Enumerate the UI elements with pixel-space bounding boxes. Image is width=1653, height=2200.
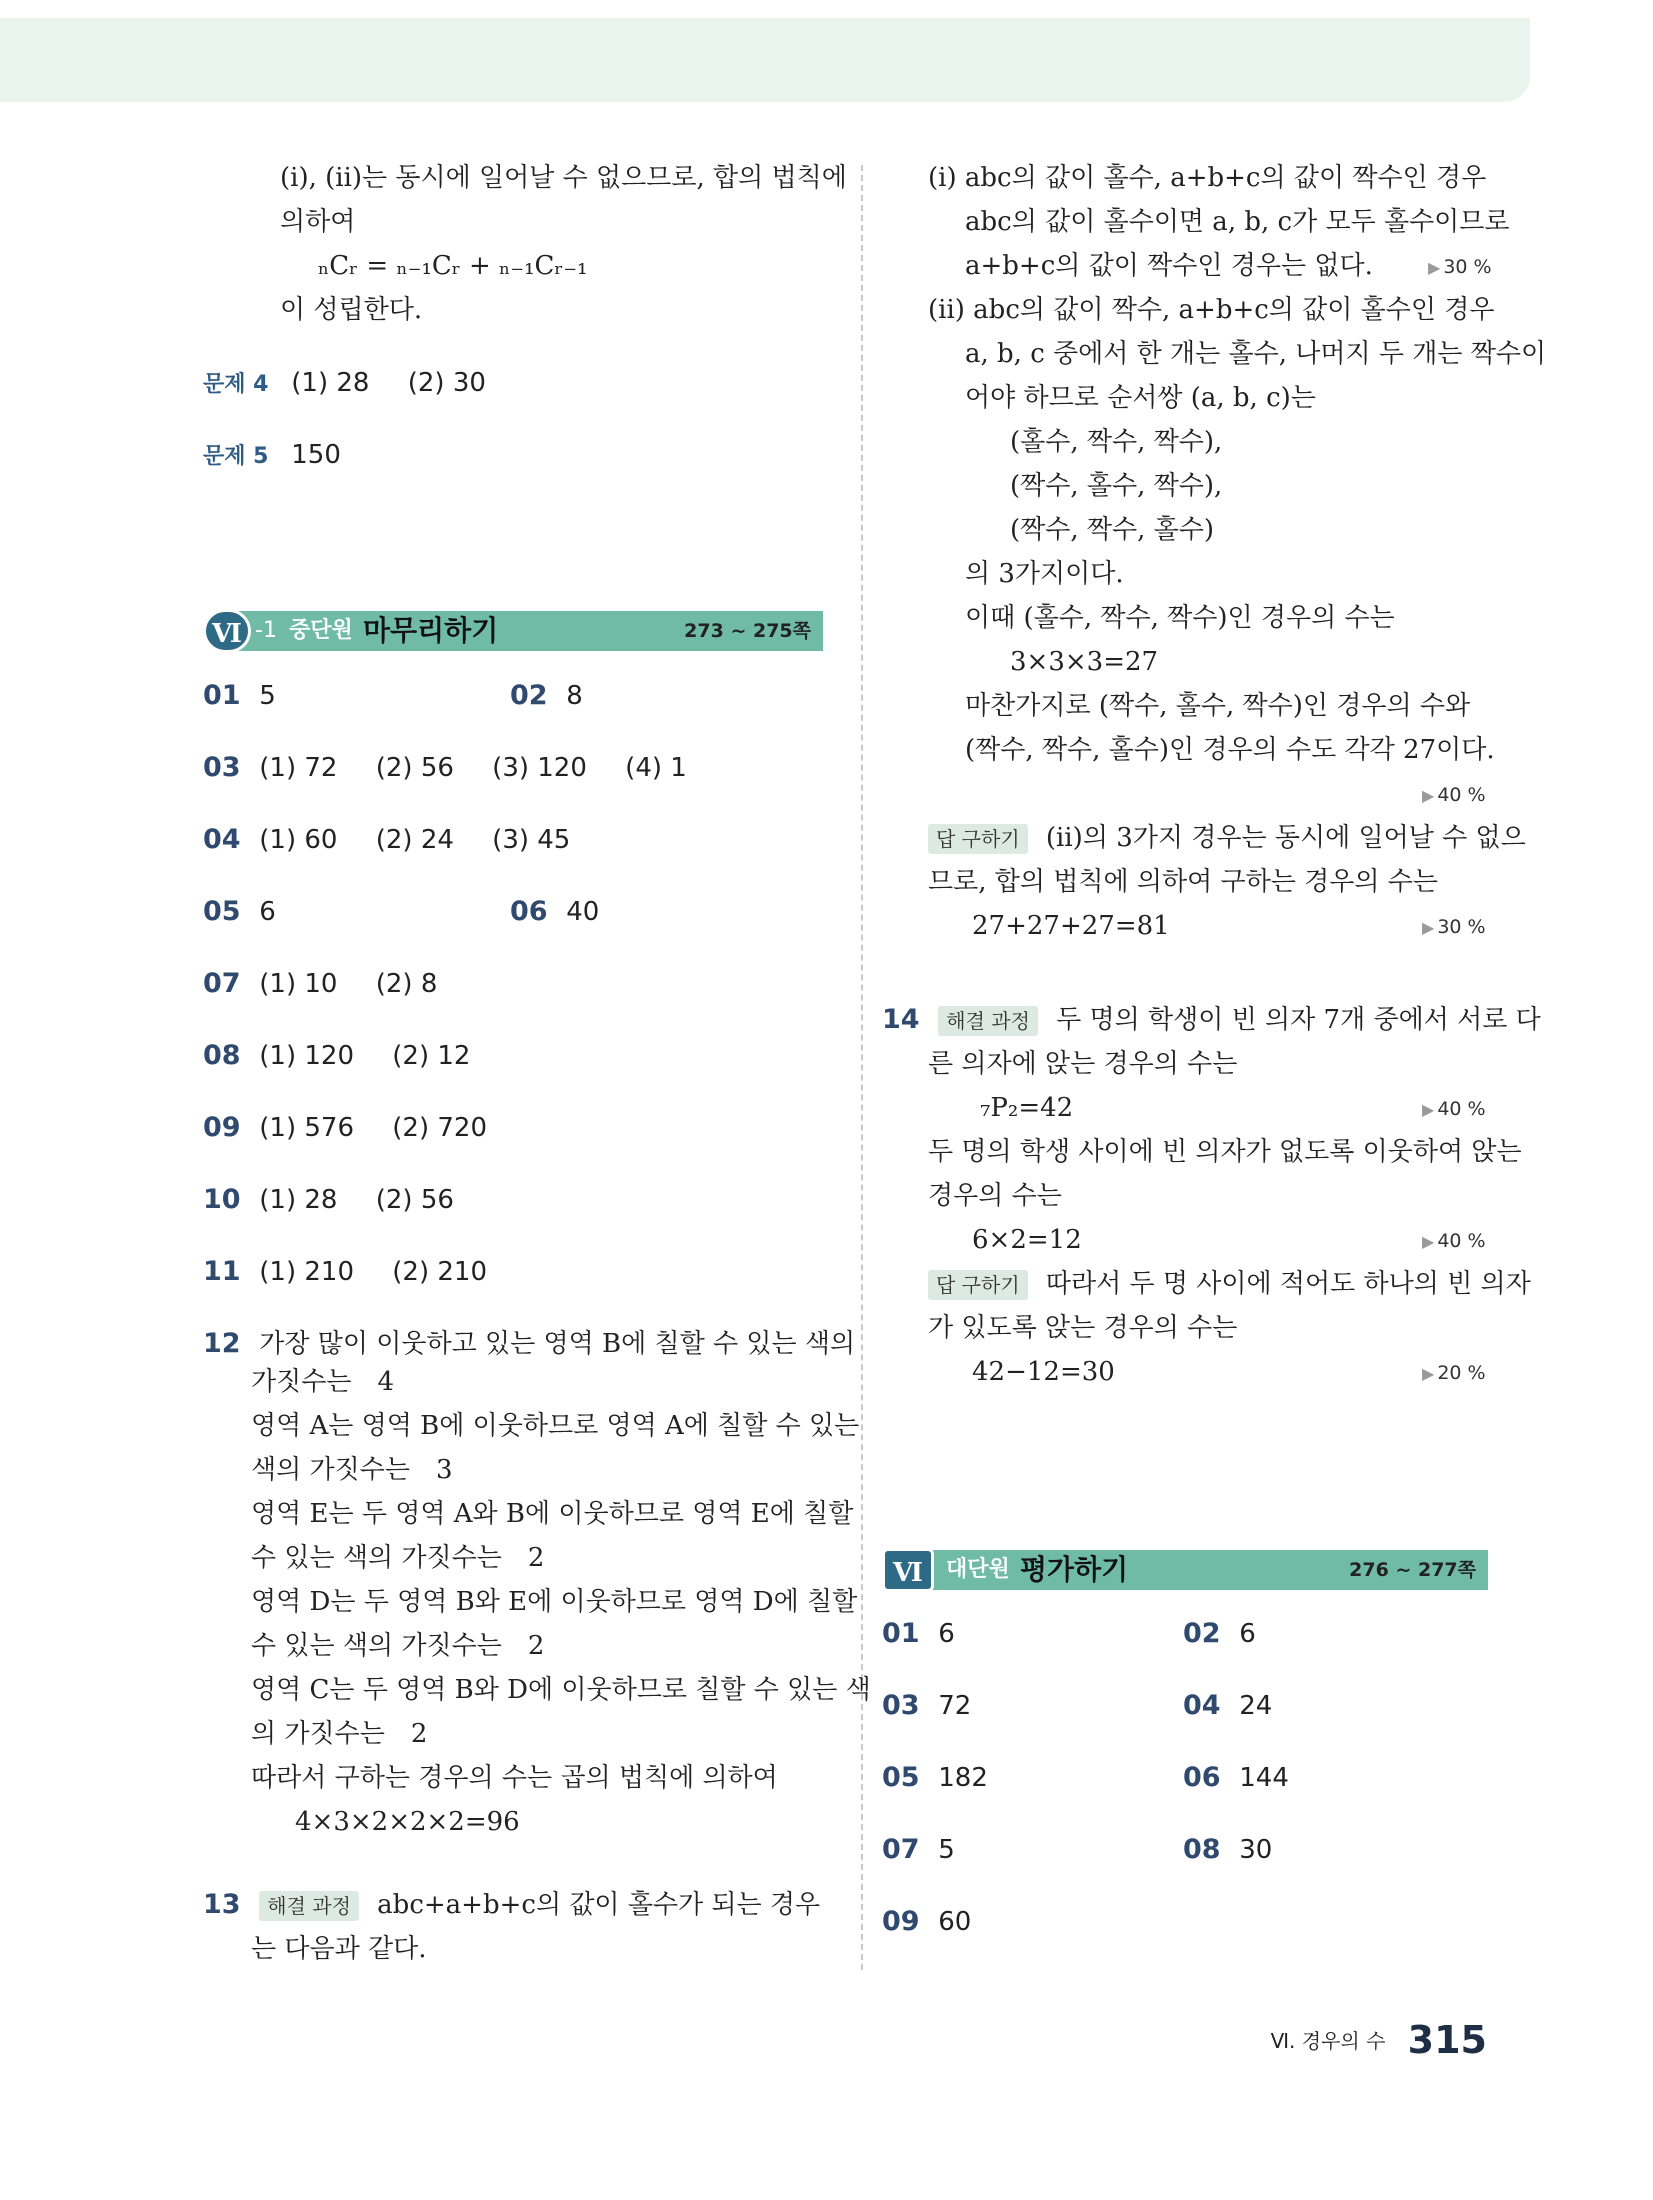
answer-row [203, 1254, 487, 1290]
page-number: 315 [1407, 2018, 1487, 2062]
question-number: 01 [882, 1618, 920, 1649]
question-number: 03 [882, 1690, 920, 1721]
answer: (2) 30 [407, 368, 486, 398]
score-percent: ▶ 40 % [1422, 784, 1486, 806]
question-number: 02 [1183, 1618, 1221, 1649]
answer: (1) 60 [259, 825, 338, 855]
page-range: 276 ~ 277쪽 [1349, 1559, 1476, 1581]
question-number: 14 [882, 1004, 920, 1035]
formula: 42−12=30 [972, 1357, 1115, 1387]
text-line: 영역 E는 두 영역 A와 B에 이웃하므로 영역 E에 칠할 [251, 1499, 854, 1529]
answer: 6 [938, 1619, 955, 1649]
answer: 30 [1239, 1835, 1273, 1865]
text-line: 따라서 두 명 사이에 적어도 하나의 빈 의자 [1045, 1269, 1531, 1299]
text-line: (짝수, 짝수, 홀수)인 경우의 수도 각각 27이다. [965, 735, 1495, 765]
answer: (3) 120 [492, 753, 587, 783]
answer-row [882, 1760, 988, 1796]
answer: (1) 28 [259, 1185, 338, 1215]
answer-row [203, 894, 276, 930]
text-line: 영역 C는 두 영역 B와 D에 이웃하므로 칠할 수 있는 색 [251, 1675, 871, 1705]
answer: (1) 72 [259, 753, 338, 783]
question-number: 02 [510, 680, 548, 711]
question-number: 04 [1183, 1690, 1221, 1721]
triangle-icon: ▶ [1422, 1100, 1435, 1119]
answer: (1) 576 [259, 1113, 354, 1143]
question-number: 05 [203, 896, 241, 927]
section-kind: 중단원 [289, 618, 353, 643]
answer-row [203, 966, 437, 1002]
section-title: 마무리하기 [363, 614, 499, 647]
formula: ₇P₂=42 [980, 1093, 1074, 1123]
section-subnumber: -1 [255, 618, 277, 643]
answer: 6 [1239, 1619, 1256, 1649]
answer: 40 [566, 897, 600, 927]
text-line: 의하여 [280, 207, 356, 237]
question-number: 07 [203, 968, 241, 999]
text-line: 마찬가지로 (짝수, 홀수, 짝수)인 경우의 수와 [965, 691, 1471, 721]
question-number: 12 [203, 1328, 241, 1359]
answer-row [203, 750, 687, 786]
answer: 144 [1239, 1763, 1289, 1793]
answer-row [882, 1616, 955, 1652]
text-line: (ⅰ), (ⅱ)는 동시에 일어날 수 없으므로, 합의 법칙에 [280, 163, 847, 193]
text-line: (짝수, 홀수, 짝수), [1010, 471, 1223, 501]
problem-label: 문제 4 [203, 372, 269, 397]
answer: (2) 210 [392, 1257, 487, 1287]
question-number: 06 [1183, 1762, 1221, 1793]
answer-row [203, 822, 570, 858]
answer-row [1183, 1832, 1272, 1868]
triangle-icon: ▶ [1428, 258, 1441, 277]
text-line: 영역 A는 영역 B에 이웃하므로 영역 A에 칠할 수 있는 [251, 1411, 860, 1441]
answer: 182 [938, 1763, 988, 1793]
question-number: 03 [203, 752, 241, 783]
header-band [0, 18, 1530, 102]
answer: (4) 1 [625, 753, 687, 783]
text-line: 이때 (홀수, 짝수, 짝수)인 경우의 수는 [965, 603, 1395, 633]
problem-5 [203, 437, 341, 475]
answer: (1) 10 [259, 969, 338, 999]
answer: 5 [938, 1835, 955, 1865]
question-number: 08 [203, 1040, 241, 1071]
answer-step-line [928, 820, 1526, 856]
answer: 24 [1239, 1691, 1273, 1721]
text-line: abc의 값이 홀수이면 a, b, c가 모두 홀수이므로 [965, 207, 1510, 237]
section-banner-midterm [203, 611, 823, 651]
page-range: 273 ~ 275쪽 [684, 620, 811, 642]
question-13-line [203, 1887, 820, 1923]
text-line: 따라서 구하는 경우의 수는 곱의 법칙에 의하여 [251, 1763, 778, 1793]
answer-step-line [928, 1266, 1531, 1302]
problem-4 [203, 365, 486, 403]
answer: 5 [259, 681, 276, 711]
section-title: 평가하기 [1020, 1553, 1129, 1586]
answer: (2) 56 [375, 1185, 454, 1215]
score-percent: ▶ 30 % [1428, 256, 1492, 278]
text-line: 가장 많이 이웃하고 있는 영역 B에 칠할 수 있는 색의 [259, 1329, 856, 1359]
answer: (2) 24 [375, 825, 454, 855]
answer-row [882, 1832, 955, 1868]
chapter-roman-badge: Ⅵ [203, 609, 251, 653]
answer: (1) 28 [291, 368, 370, 398]
formula: 3×3×3=27 [1010, 647, 1159, 677]
step-tag: 답 구하기 [928, 1270, 1028, 1300]
triangle-icon: ▶ [1422, 1364, 1435, 1383]
answer-row [203, 1182, 454, 1218]
formula: 27+27+27=81 [972, 911, 1170, 941]
answer-row [203, 678, 276, 714]
text-line: abc+a+b+c의 값이 홀수가 되는 경우 [377, 1890, 821, 1920]
question-number: 09 [882, 1906, 920, 1937]
step-tag: 해결 과정 [938, 1006, 1038, 1036]
question-number: 11 [203, 1256, 241, 1287]
answer-row [510, 678, 583, 714]
text-line: a, b, c 중에서 한 개는 홀수, 나머지 두 개는 짝수이 [965, 339, 1547, 369]
answer: (1) 120 [259, 1041, 354, 1071]
score-percent: ▶ 20 % [1422, 1362, 1486, 1384]
text-line: 가짓수는 4 [251, 1367, 395, 1397]
formula: ₙCᵣ = ₙ₋₁Cᵣ + ₙ₋₁Cᵣ₋₁ [318, 251, 588, 281]
text-line: 두 명의 학생 사이에 빈 의자가 없도록 이웃하여 앉는 [928, 1137, 1522, 1167]
answer: (2) 12 [392, 1041, 471, 1071]
answer-row [510, 894, 599, 930]
question-number: 13 [203, 1889, 241, 1920]
text-line: (ⅱ)의 3가지 경우는 동시에 일어날 수 없으 [1045, 823, 1526, 853]
answer-row [1183, 1760, 1289, 1796]
text-line: 가 있도록 앉는 경우의 수는 [928, 1313, 1238, 1343]
score-percent: ▶ 40 % [1422, 1098, 1486, 1120]
triangle-icon: ▶ [1422, 1232, 1435, 1251]
problem-label: 문제 5 [203, 444, 269, 469]
section-banner-unit-test [882, 1550, 1488, 1590]
text-line: 른 의자에 앉는 경우의 수는 [928, 1049, 1238, 1079]
answer-row [882, 1688, 971, 1724]
question-number: 05 [882, 1762, 920, 1793]
answer-row [203, 1038, 470, 1074]
text-line: a+b+c의 값이 짝수인 경우는 없다. [965, 251, 1373, 281]
score-percent: ▶ 30 % [1422, 916, 1486, 938]
question-number: 07 [882, 1834, 920, 1865]
answer: 150 [291, 440, 341, 470]
answer: 60 [938, 1907, 972, 1937]
formula: 6×2=12 [972, 1225, 1082, 1255]
text-line: 는 다음과 같다. [251, 1934, 427, 1964]
text-line: 색의 가짓수는 3 [251, 1455, 453, 1485]
question-number: 06 [510, 896, 548, 927]
answer: (3) 45 [492, 825, 571, 855]
question-number: 04 [203, 824, 241, 855]
section-kind: 대단원 [946, 1557, 1010, 1582]
text-line: 의 가짓수는 2 [251, 1719, 428, 1749]
answer: 6 [259, 897, 276, 927]
triangle-icon: ▶ [1422, 786, 1435, 805]
step-tag: 답 구하기 [928, 824, 1028, 854]
text-line: (홀수, 짝수, 짝수), [1010, 427, 1223, 457]
text-line: 영역 D는 두 영역 B와 E에 이웃하므로 영역 D에 칠할 [251, 1587, 858, 1617]
question-14-line [882, 1002, 1541, 1038]
chapter-name: Ⅵ. 경우의 수 [1270, 2028, 1386, 2053]
answer-row [1183, 1688, 1272, 1724]
text-line: (짝수, 짝수, 홀수) [1010, 515, 1215, 545]
page-footer [1271, 2018, 1487, 2062]
text-line: (ⅰ) abc의 값이 홀수, a+b+c의 값이 짝수인 경우 [928, 163, 1487, 193]
answer: (2) 56 [375, 753, 454, 783]
answer: 8 [566, 681, 583, 711]
text-line: (ⅱ) abc의 값이 짝수, a+b+c의 값이 홀수인 경우 [928, 295, 1495, 325]
text-line: 의 3가지이다. [965, 559, 1124, 589]
text-line: 수 있는 색의 가짓수는 2 [251, 1631, 545, 1661]
text-line: 두 명의 학생이 빈 의자 7개 중에서 서로 다 [1056, 1005, 1541, 1035]
question-number: 01 [203, 680, 241, 711]
text-line: 므로, 합의 법칙에 의하여 구하는 경우의 수는 [928, 867, 1438, 897]
score-percent: ▶ 40 % [1422, 1230, 1486, 1252]
text-line: 경우의 수는 [928, 1181, 1062, 1211]
question-number: 10 [203, 1184, 241, 1215]
triangle-icon: ▶ [1422, 918, 1435, 937]
question-12-line [203, 1326, 855, 1362]
question-number: 09 [203, 1112, 241, 1143]
answer-row [203, 1110, 487, 1146]
step-tag: 해결 과정 [259, 1891, 359, 1921]
answer-row [882, 1904, 971, 1940]
chapter-roman-badge: Ⅵ [882, 1548, 934, 1592]
text-line: 어야 하므로 순서쌍 (a, b, c)는 [965, 383, 1316, 413]
answer: (1) 210 [259, 1257, 354, 1287]
question-number: 08 [1183, 1834, 1221, 1865]
answer: (2) 8 [375, 969, 438, 999]
text-line: 수 있는 색의 가짓수는 2 [251, 1543, 545, 1573]
answer: (2) 720 [392, 1113, 487, 1143]
formula: 4×3×2×2×2=96 [295, 1807, 520, 1837]
answer-row [1183, 1616, 1256, 1652]
text-line: 이 성립한다. [280, 295, 423, 325]
answer: 72 [938, 1691, 972, 1721]
